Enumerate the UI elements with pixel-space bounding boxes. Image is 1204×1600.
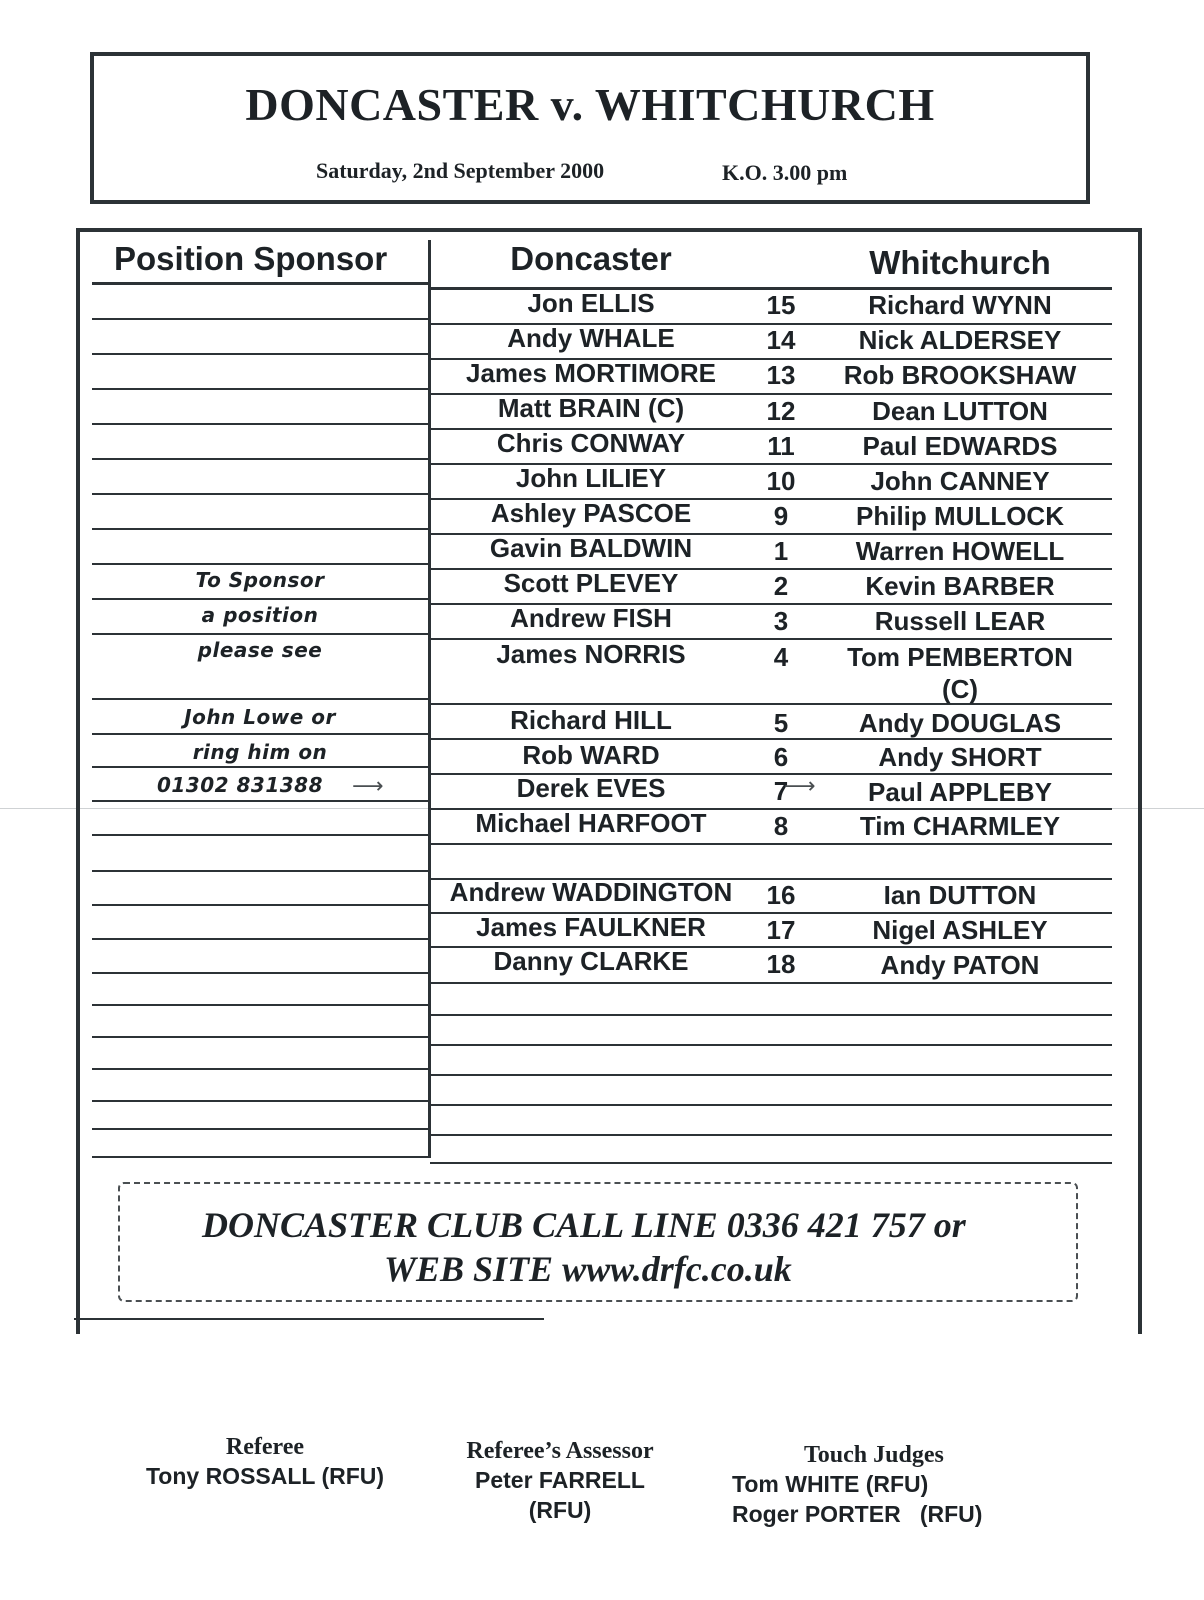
shirt-number: 4	[773, 642, 789, 672]
whitchurch-player: Warren HOWELL	[855, 536, 1065, 566]
doncaster-player: Richard HILL	[510, 705, 672, 735]
row-rule	[92, 1128, 428, 1130]
touch-judge-2: Roger PORTER (RFU)	[732, 1501, 983, 1527]
touch-judges-label: Touch Judges	[804, 1442, 944, 1468]
row-rule	[92, 733, 428, 735]
row-rule	[92, 870, 428, 872]
shirt-number: 5	[773, 708, 789, 738]
doncaster-heading: Doncaster	[510, 240, 672, 277]
row-rule	[430, 982, 1112, 984]
whitchurch-player: Paul EDWARDS	[862, 431, 1058, 461]
shirt-number: 1	[773, 536, 789, 566]
shirt-number: 9	[773, 501, 789, 531]
shirt-number: 13	[766, 360, 796, 390]
doncaster-player: Andy WHALE	[507, 323, 675, 353]
shirt-number: 6	[773, 742, 789, 772]
whitchurch-player: Andy SHORT	[878, 742, 1042, 772]
row-rule	[92, 938, 428, 940]
row-rule	[92, 633, 428, 635]
shirt-number: 7	[773, 776, 789, 806]
whitchurch-player: Tim CHARMLEY	[859, 811, 1061, 841]
row-rule	[92, 800, 428, 802]
row-rule	[92, 1156, 428, 1158]
shirt-number: 2	[773, 571, 789, 601]
sponsor-note-line: please see	[197, 638, 323, 662]
shirt-number: 15	[766, 290, 796, 320]
whitchurch-player: Tom PEMBERTON	[847, 642, 1073, 672]
row-rule	[430, 1074, 1112, 1076]
whitchurch-player: Philip MULLOCK	[856, 501, 1064, 531]
assessor-name: Peter FARRELL	[475, 1467, 645, 1493]
sponsor-phone: 01302 831388	[156, 773, 324, 797]
whitchurch-player: Andy PATON	[880, 950, 1040, 980]
doncaster-player: Gavin BALDWIN	[489, 533, 693, 563]
whitchurch-player: Nick ALDERSEY	[858, 325, 1062, 355]
doncaster-player: Michael HARFOOT	[475, 808, 707, 838]
kickoff-time: K.O. 3.00 pm	[722, 160, 848, 185]
row-rule	[92, 1068, 428, 1070]
shirt-number: 17	[766, 915, 796, 945]
doncaster-player: Danny CLARKE	[493, 946, 689, 976]
row-rule	[92, 388, 428, 390]
row-rule	[430, 1104, 1112, 1106]
website-text: WEB SITE www.drfc.co.uk	[384, 1249, 792, 1289]
row-rule	[430, 1014, 1112, 1016]
sponsor-note-line: John Lowe or	[184, 705, 336, 729]
assessor-org: (RFU)	[528, 1497, 592, 1523]
shirt-number: 8	[773, 811, 789, 841]
row-rule	[430, 843, 1112, 845]
whitchurch-player: Richard WYNN	[868, 290, 1052, 320]
doncaster-player: Chris CONWAY	[496, 428, 686, 458]
doncaster-player: Rob WARD	[522, 740, 660, 770]
doncaster-player: Derek EVES	[516, 773, 666, 803]
touch-judges-block	[726, 1442, 1046, 1529]
arrow-icon: ⟶	[352, 774, 384, 799]
touch-judge-1: Tom WHITE (RFU)	[732, 1471, 929, 1497]
row-rule	[430, 1044, 1112, 1046]
row-rule	[92, 318, 428, 320]
referee-name: Tony ROSSALL (RFU)	[145, 1463, 385, 1489]
doncaster-player: Ashley PASCOE	[490, 498, 692, 528]
doncaster-player: James MORTIMORE	[466, 358, 716, 388]
row-rule	[92, 423, 428, 425]
heading-rule-left	[92, 282, 428, 285]
whitchurch-player: John CANNEY	[870, 466, 1050, 496]
row-rule	[92, 353, 428, 355]
row-rule	[92, 528, 428, 530]
whitchurch-player: Nigel ASHLEY	[872, 915, 1048, 945]
match-date: Saturday, 2nd September 2000	[316, 158, 605, 183]
position-sponsor-heading: Position Sponsor	[114, 240, 388, 277]
row-rule	[92, 458, 428, 460]
doncaster-player: Jon ELLIS	[527, 288, 655, 318]
row-rule	[92, 972, 428, 974]
row-rule	[92, 493, 428, 495]
whitchurch-player: Dean LUTTON	[872, 396, 1048, 426]
shirt-number: 16	[766, 880, 796, 910]
sponsor-note-line: a position	[201, 603, 319, 627]
referee-label: Referee	[225, 1434, 305, 1460]
doncaster-player: James FAULKNER	[476, 912, 706, 942]
shirt-number: 18	[766, 949, 796, 979]
match-title: DONCASTER v. WHITCHURCH	[245, 79, 935, 130]
shirt-number: 10	[766, 466, 796, 496]
whitchurch-player: Rob BROOKSHAW	[843, 360, 1077, 390]
doncaster-player: Andrew FISH	[510, 603, 672, 633]
frame-bottom-rule	[74, 1318, 544, 1320]
captain-marker: (C)	[941, 674, 979, 704]
doncaster-player: James NORRIS	[496, 639, 686, 669]
row-rule	[92, 1036, 428, 1038]
assessor-block	[430, 1438, 690, 1525]
row-rule	[92, 834, 428, 836]
doncaster-player: Andrew WADDINGTON	[449, 877, 733, 907]
whitchurch-player: Kevin BARBER	[865, 571, 1055, 601]
shirt-number: 14	[766, 325, 796, 355]
doncaster-player: Matt BRAIN (C)	[497, 393, 685, 423]
match-header	[90, 52, 1090, 204]
row-rule	[92, 1100, 428, 1102]
row-rule	[92, 766, 428, 768]
row-rule	[430, 1162, 1112, 1164]
row-rule	[430, 1134, 1112, 1136]
assessor-label: Referee’s Assessor	[466, 1438, 654, 1464]
referee-block	[120, 1434, 410, 1491]
row-rule	[92, 698, 428, 700]
row-rule	[92, 1004, 428, 1006]
whitchurch-player: Russell LEAR	[874, 606, 1046, 636]
shirt-number: 11	[767, 431, 795, 461]
sponsor-note-line: To Sponsor	[195, 568, 325, 592]
shirt-number: 3	[773, 606, 789, 636]
arrow-icon: ⟶	[784, 774, 816, 799]
row-rule	[92, 563, 428, 565]
call-line-text: DONCASTER CLUB CALL LINE 0336 421 757 or	[202, 1205, 966, 1245]
whitchurch-player: Paul APPLEBY	[868, 777, 1052, 807]
doncaster-player: John LILIEY	[515, 463, 667, 493]
whitchurch-player: Andy DOUGLAS	[858, 708, 1062, 738]
row-rule	[92, 904, 428, 906]
doncaster-player: Scott PLEVEY	[503, 568, 679, 598]
sponsor-note-line: ring him on	[192, 740, 328, 764]
whitchurch-heading: Whitchurch	[869, 244, 1051, 281]
whitchurch-player: Ian DUTTON	[883, 880, 1037, 910]
row-rule	[92, 598, 428, 600]
shirt-number: 12	[766, 396, 796, 426]
